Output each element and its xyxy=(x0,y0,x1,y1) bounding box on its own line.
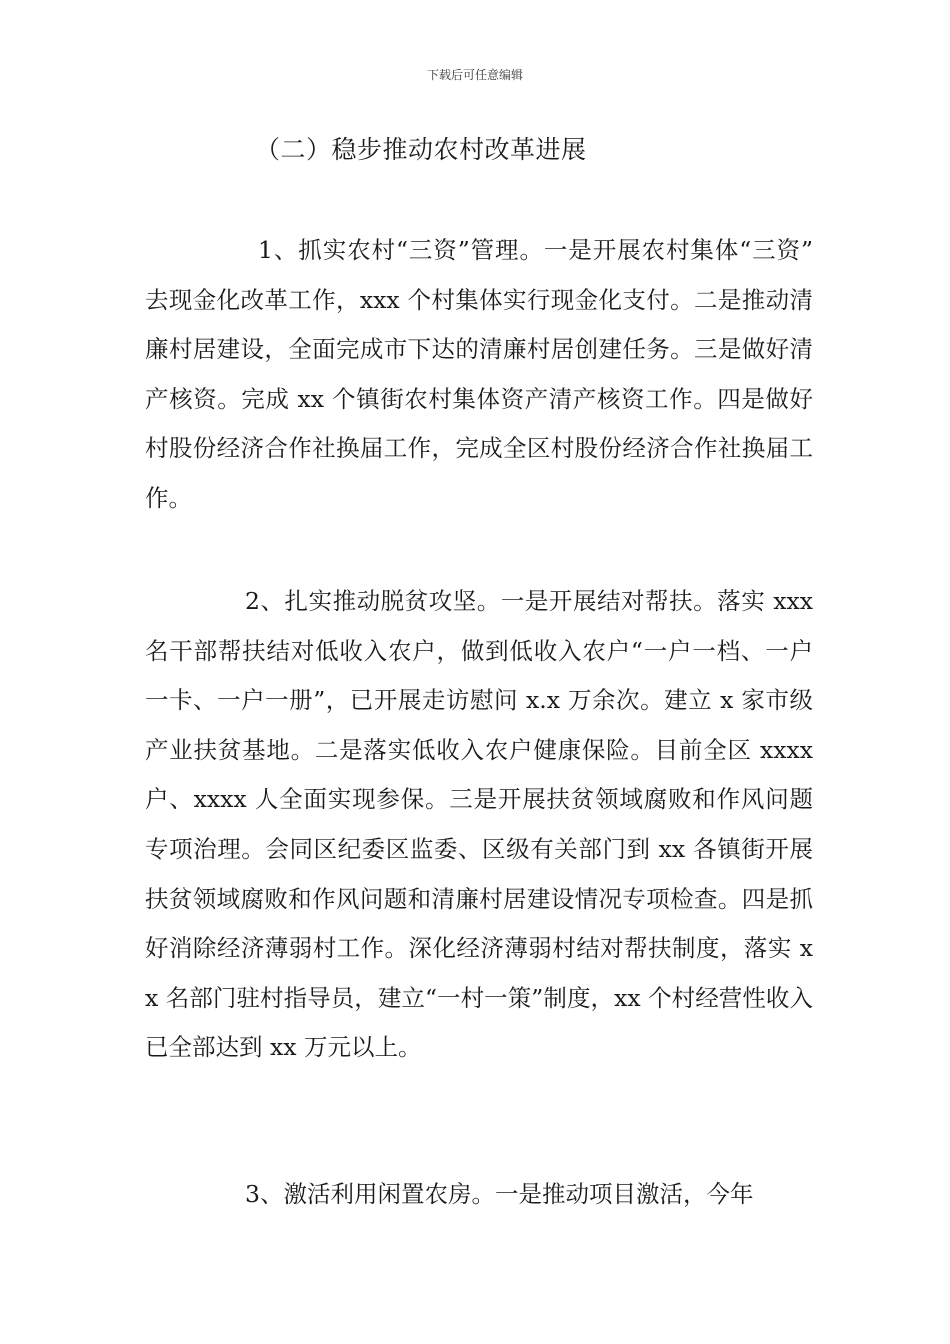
paragraph-2: 2、扎实推动脱贫攻坚。一是开展结对帮扶。落实 xxx 名干部帮扶结对低收入农户，做到低收入农户“一户一档、一户一卡、一户一册”，已开展走访慰问 x.x 万余次。建立 x 家市级产业扶贫基地。二是落实低收入农户健康保险。目前全区 xxxx 户、xxxx 人全面实现参保。三是开展扶贫领域腐败和作风问题专项治理。会同区纪委区监委、区级有关部门到 xx 各镇街开展扶贫领域腐败和作风问题和清廉村居建设情况专项检查。四是抓好消除经济薄弱村工作。深化经济薄弱村结对帮扶制度，落实 xx 名部门驻村指导员，建立“一村一策”制度，xx 个村经营性收入已全部达到 xx 万元以上。 xyxy=(145,587,813,1062)
page-header: 下载后可任意编辑 xyxy=(426,68,523,82)
paragraph-3: 3、激活利用闲置农房。一是推动项目激活，今年 xyxy=(245,1180,754,1208)
paragraph-1: 1、抓实农村“三资”管理。一是开展农村集体“三资”去现金化改革工作，xxx 个村集体实行现金化支付。二是推动清廉村居建设，全面完成市下达的清廉村居创建任务。三是做好清产核资。完成 xx 个镇街农村集体资产清产核资工作。四是做好村股份经济合作社换届工作，完成全区村股份经济合作社换届工作。 xyxy=(145,236,813,512)
section-title: （二）稳步推动农村改革进展 xyxy=(255,135,587,164)
